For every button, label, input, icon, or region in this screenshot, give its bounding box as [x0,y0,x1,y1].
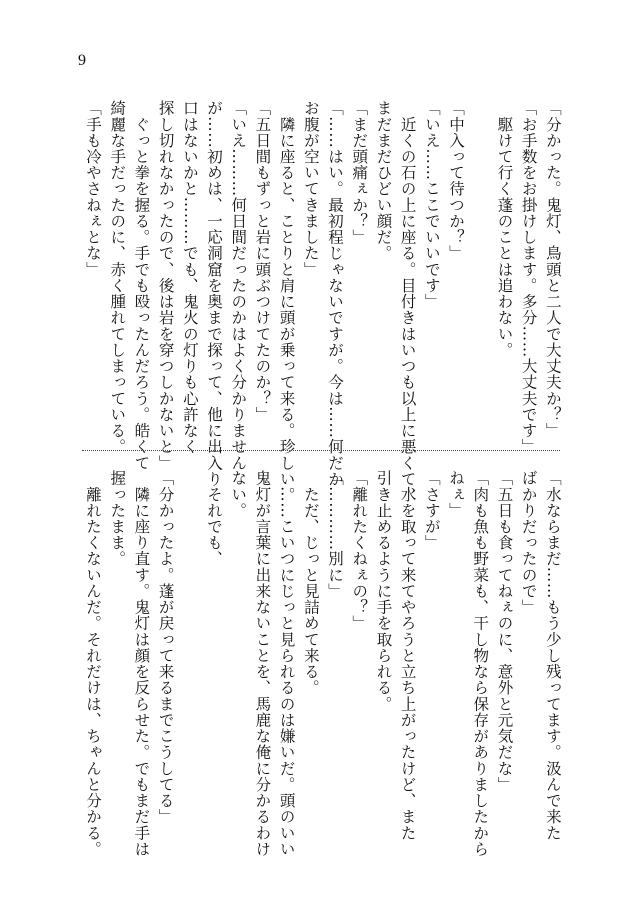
blank-line [469,100,487,470]
text-line: 探し切れなかったので、後は岩を穿つしかないと」 [156,100,175,471]
dotted-separator [82,450,560,451]
text-line: が……初めは、一応洞窟を奥まで探って、他に出入り [205,100,224,487]
text-line: 綺麗な手だったのに、赤く腫れてしまっている。 [108,100,127,455]
bottom-text-block [82,470,562,857]
text-line: 「手も冷やさねぇとな」 [84,100,102,278]
text-line: それでも、 [205,470,224,567]
text-line: 水を取って来てやろうと立ち上がったけど、また [398,470,417,841]
text-line: 「まだ頭痛ぇか？」 [350,100,369,246]
text-line: 隣に座ると、ことりと肩に頭が乗って来る。珍しい。 [277,100,296,503]
text-line: 「分かった。鬼灯、鳥頭と二人で大丈夫か？」 [543,100,562,439]
text-line: 「五日間もずっと岩に頭ぶつけてたのか？」 [253,100,272,423]
text-line: 「水ならまだ……もう少し残ってます。汲んで来た [543,470,562,841]
text-line: 握ったまま。 [108,470,127,567]
page-number: 9 [78,52,86,69]
text-line: 「中入って待つか？」 [447,100,466,262]
text-line: ぐっと拳を握る。手でも殴ったんだろう。皓くて [132,100,151,471]
text-line: ねぇ」 [447,470,466,519]
blank-line [179,470,197,840]
text-line: 引き止めるように手を取られる。 [374,470,393,712]
text-line: ばかりだったので」 [519,470,538,616]
text-line: ない。 [229,470,248,519]
text-line: 「さすが」 [422,470,441,551]
text-line: お腹が空いてきました」 [301,100,320,278]
text-line: まだまだひどい顔だ。 [374,100,393,262]
text-line: 「肉も魚も野菜も、干し物なら保存がありましたから [471,470,490,857]
text-line: 「……はい。最初程じゃないですが。今は……何だか [326,100,345,487]
text-line: 「…………別に」 [326,470,345,599]
text-line: ただ、じっと見詰めて来る。 [301,470,320,696]
text-line: 鬼灯が言葉に出来ないことを、馬鹿な俺に分かるわけ [253,470,272,857]
text-line: 駆けて行く蓬のことは追わない。 [495,100,514,358]
top-text-block [82,100,562,503]
text-line: 「分かったよ。蓬が戻って来るまでこうしてる」 [156,470,175,825]
text-line: 「五日も食ってねぇのに、意外と元気だな」 [495,470,514,793]
text-line: 「お手数をお掛けします。多分……大丈夫です」 [519,100,538,455]
text-line: 近くの石の上に座る。目付きはいつも以上に悪くて、 [398,100,417,503]
text-line: 「いえ……ここでいいです」 [422,100,441,310]
text-line: 「離れたくねぇの？」 [350,470,369,632]
text-line: 口はないかと………でも、鬼火の灯りも心許なく [180,100,199,455]
text-line: 離れたくないんだ。それだけは、ちゃんと分かる。 [84,470,102,857]
text-line: 隣に座り直す。鬼灯は顔を反らせた。でもまだ手は [132,470,151,857]
text-line: 「いえ………何日間だったのかはよく分かりません [229,100,248,471]
text-line: ……こいつにじっと見られるのは嫌いだ。頭のいい [277,470,296,857]
